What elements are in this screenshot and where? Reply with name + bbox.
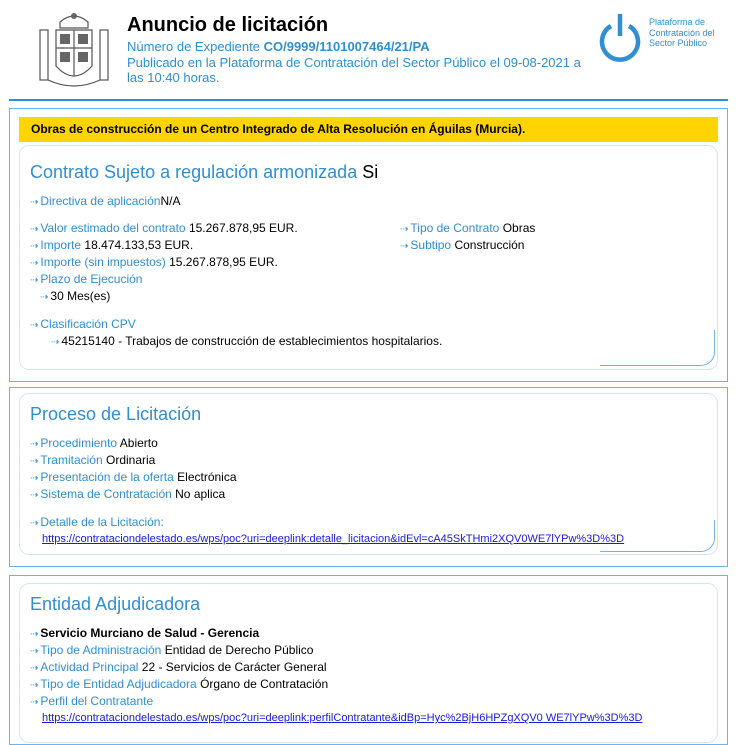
actividad-row <box>30 660 327 676</box>
actividad-label: Actividad Principal <box>40 660 139 674</box>
plazo-label: Plazo de Ejecución <box>40 272 143 286</box>
arrow-icon: ⇢ <box>30 490 39 501</box>
power-icon <box>597 12 643 64</box>
plazo-value-row <box>40 289 110 305</box>
detalle-link[interactable]: https://contrataciondelestado.es/wps/poc?uri=deeplink:detalle_licitacion&idEvl=cA45SkTHmi2XQV0WE7lYPw%3D%3D <box>42 533 625 545</box>
cpv-label: Clasificación CPV <box>40 317 136 331</box>
decorative-curve <box>600 330 715 366</box>
arrow-icon: ⇢ <box>400 241 409 252</box>
page-title: Anuncio de licitación <box>127 14 329 36</box>
perfil-link[interactable]: https://contrataciondelestado.es/wps/poc?uri=deeplink:perfilContratante&idBp=Hyc%2BjH6HPZgXQV0 WE7lYPw%3D%3D <box>42 712 643 724</box>
procedimiento-value: Abierto <box>119 436 158 450</box>
page-header <box>0 0 737 100</box>
cpv-value-row <box>51 334 442 350</box>
arrow-icon: ⇢ <box>30 456 39 467</box>
tipo-admin-row <box>30 643 313 659</box>
plazo-value: 30 Mes(es) <box>50 289 111 303</box>
proceso-heading: Proceso de Licitación <box>30 404 202 424</box>
importe-label: Importe <box>40 238 82 252</box>
published-date: Publicado en la Plataforma de Contratación del Sector Público el 09-08-2021 a las 10:40 horas. <box>127 55 581 85</box>
cpv-row <box>30 317 136 333</box>
directiva-value: N/A <box>160 194 181 208</box>
plazo-row <box>30 272 142 288</box>
arrow-icon: ⇢ <box>30 275 39 286</box>
contract-banner: Obras de construcción de un Centro Integrado de Alta Resolución en Águilas (Murcia). <box>19 117 718 142</box>
importe-row <box>30 238 193 254</box>
tipo-admin-label: Tipo de Administración <box>40 643 162 657</box>
actividad-value: 22 - Servicios de Carácter General <box>141 660 327 674</box>
importe-sin-label: Importe (sin impuestos) <box>40 255 166 269</box>
arrow-icon: ⇢ <box>51 337 60 348</box>
arrow-icon: ⇢ <box>30 197 39 208</box>
arrow-icon: ⇢ <box>30 629 39 640</box>
expediente-value: CO/9999/1101007464/21/PA <box>263 39 430 54</box>
tipo-value: Obras <box>502 221 536 235</box>
directiva-row <box>30 194 180 210</box>
expediente-label: Número de Expediente <box>127 39 260 54</box>
sistema-label: Sistema de Contratación <box>40 487 172 501</box>
perfil-row <box>30 694 153 710</box>
tramitacion-row <box>30 453 155 469</box>
tramitacion-value: Ordinaria <box>105 453 156 467</box>
tipo-entidad-row <box>30 677 328 693</box>
arrow-icon: ⇢ <box>30 680 39 691</box>
expediente-line <box>127 39 430 54</box>
arrow-icon: ⇢ <box>30 224 39 235</box>
tipo-row <box>400 221 535 237</box>
arrow-icon: ⇢ <box>30 439 39 450</box>
procedimiento-row <box>30 436 158 452</box>
arrow-icon: ⇢ <box>400 224 409 235</box>
entidad-nombre-row <box>30 626 259 642</box>
detalle-label: Detalle de la Licitación: <box>40 515 164 529</box>
arrow-icon: ⇢ <box>30 258 39 269</box>
importe-sin-row <box>30 255 278 271</box>
presentacion-row <box>30 470 237 486</box>
subtipo-value: Construcción <box>454 238 525 252</box>
arrow-icon: ⇢ <box>40 292 49 303</box>
contract-heading <box>30 162 378 183</box>
entidad-nombre: Servicio Murciano de Salud - Gerencia <box>40 626 260 640</box>
header-divider <box>9 99 728 101</box>
arrow-icon: ⇢ <box>30 241 39 252</box>
presentacion-label: Presentación de la oferta <box>40 470 174 484</box>
contract-heading-label: Contrato Sujeto a regulación armonizada <box>30 162 358 182</box>
presentacion-value: Electrónica <box>177 470 237 484</box>
directiva-label: Directiva de aplicación <box>40 194 161 208</box>
perfil-label: Perfil del Contratante <box>40 694 154 708</box>
detalle-row <box>30 515 164 531</box>
entidad-heading: Entidad Adjudicadora <box>30 594 201 614</box>
tramitacion-label: Tramitación <box>40 453 103 467</box>
arrow-icon: ⇢ <box>30 646 39 657</box>
sistema-value: No aplica <box>175 487 226 501</box>
importe-sin-value: 15.267.878,95 EUR. <box>169 255 278 269</box>
valor-label: Valor estimado del contrato <box>40 221 186 235</box>
subtipo-row <box>400 238 524 254</box>
contract-heading-value: Si <box>362 162 379 182</box>
coat-of-arms-icon <box>38 8 110 92</box>
subtipo-label: Subtipo <box>410 238 452 252</box>
tipo-label: Tipo de Contrato <box>410 221 500 235</box>
platform-name: Plataforma de Contratación del Sector Público <box>649 17 715 48</box>
arrow-icon: ⇢ <box>30 697 39 708</box>
cpv-value: 45215140 - Trabajos de construcción de establecimientos hospitalarios. <box>61 334 443 348</box>
tipo-entidad-value: Órgano de Contratación <box>200 677 329 691</box>
valor-row <box>30 221 298 237</box>
arrow-icon: ⇢ <box>30 663 39 674</box>
arrow-icon: ⇢ <box>30 473 39 484</box>
importe-value: 18.474.133,53 EUR. <box>84 238 194 252</box>
arrow-icon: ⇢ <box>30 518 39 529</box>
tipo-entidad-label: Tipo de Entidad Adjudicadora <box>40 677 197 691</box>
arrow-icon: ⇢ <box>30 320 39 331</box>
procedimiento-label: Procedimiento <box>40 436 118 450</box>
valor-value: 15.267.878,95 EUR. <box>188 221 298 235</box>
tipo-admin-value: Entidad de Derecho Público <box>164 643 314 657</box>
sistema-row <box>30 487 225 503</box>
